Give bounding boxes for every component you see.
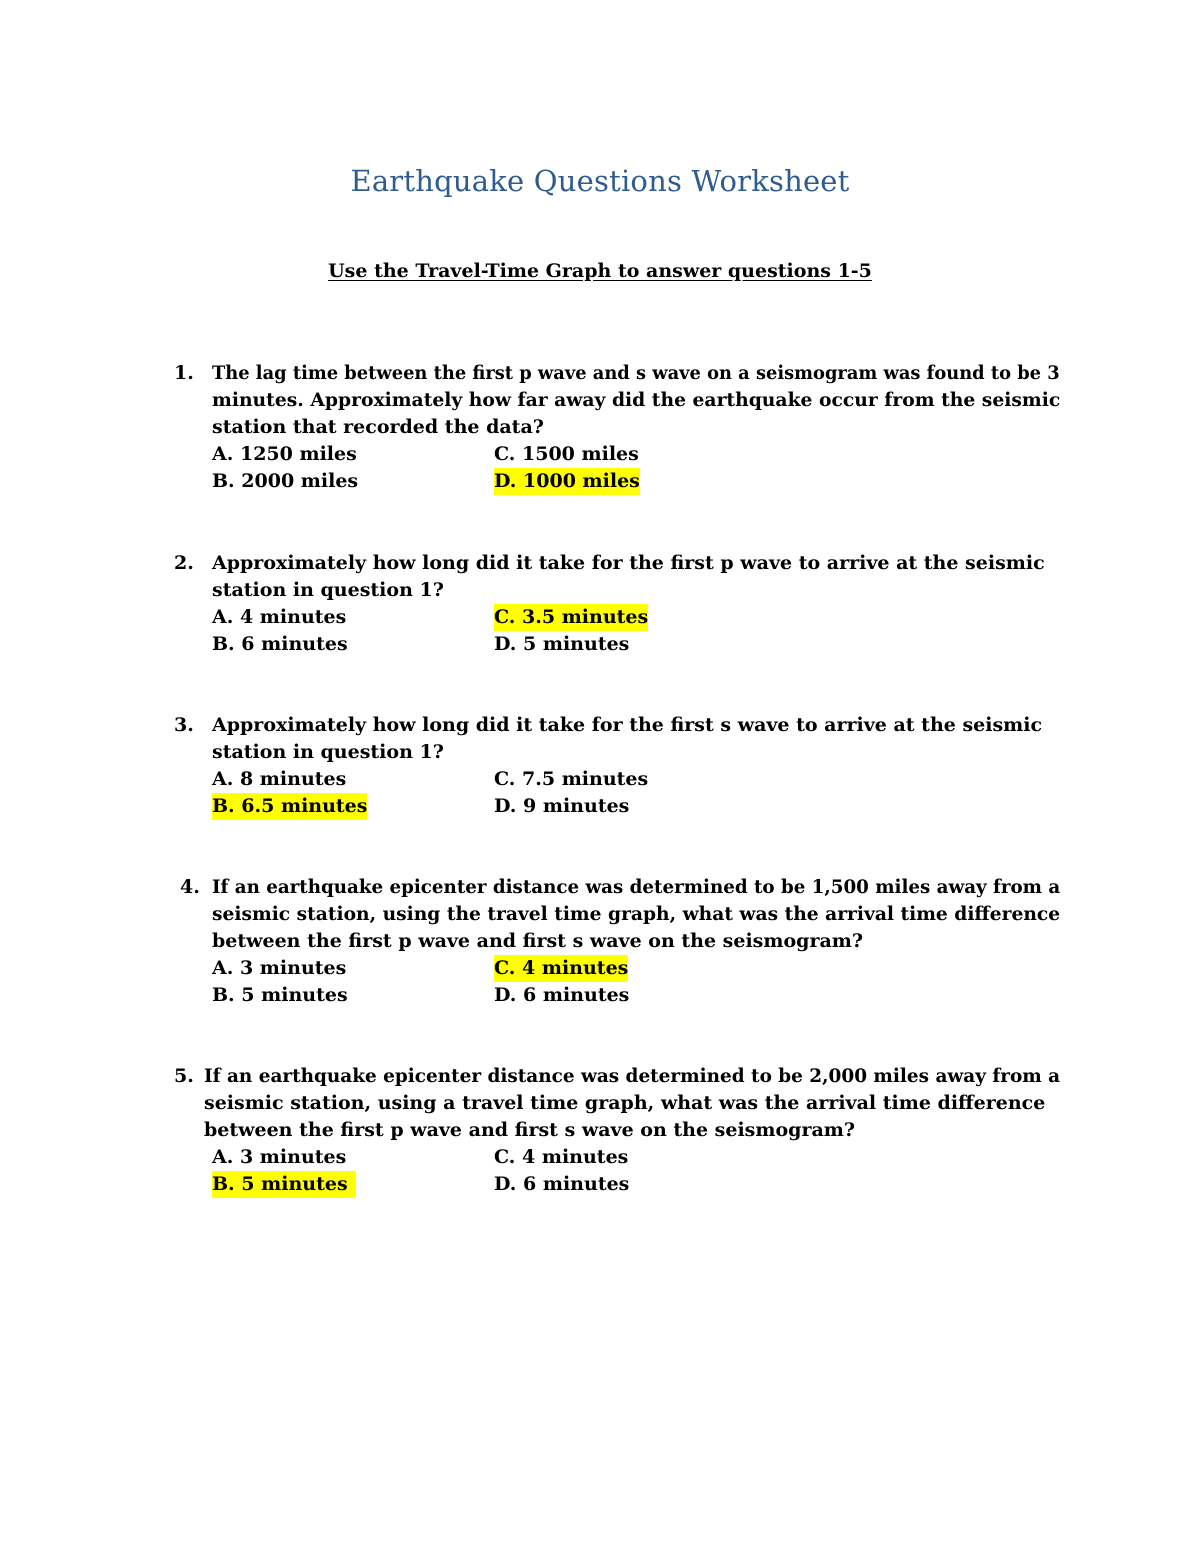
option-label: C. 3.5 minutes	[494, 604, 648, 631]
question-text-line: seismic station, using a travel time graph, what was the arrival time difference	[204, 1092, 1046, 1114]
question-text-line: between the first p wave and first s wave on the seismogram?	[204, 1119, 856, 1141]
option-label: B. 6.5 minutes	[212, 793, 367, 820]
answer-option	[494, 1171, 629, 1198]
question-number: 3.	[174, 714, 194, 736]
option-label: C. 1500 miles	[494, 443, 639, 465]
option-label: C. 7.5 minutes	[494, 768, 649, 790]
question-number: 2.	[174, 552, 194, 574]
option-label: A. 3 minutes	[212, 957, 347, 979]
answer-option	[494, 793, 629, 820]
question-text-line: seismic station, using the travel time graph, what was the arrival time difference	[212, 903, 1061, 925]
question-text-line: If an earthquake epicenter distance was determined to be 2,000 miles away from a	[204, 1065, 1061, 1087]
answer-option	[212, 631, 348, 658]
answer-option-correct	[494, 955, 628, 982]
option-label: A. 8 minutes	[212, 768, 347, 790]
option-label: A. 1250 miles	[212, 443, 357, 465]
answer-option	[212, 468, 358, 495]
answer-option-correct	[212, 1171, 356, 1198]
option-label: D. 1000 miles	[494, 468, 640, 495]
instruction-heading: Use the Travel-Time Graph to answer questions 1-5	[328, 260, 872, 282]
answer-option	[212, 441, 357, 468]
answer-option	[212, 766, 346, 793]
question-text-line: station in question 1?	[212, 741, 444, 763]
question-text-line: The lag time between the first p wave and s wave on a seismogram was found to be 3	[212, 362, 1060, 384]
question-text-line: between the first p wave and first s wave on the seismogram?	[212, 930, 864, 952]
answer-option	[494, 441, 639, 468]
question-text-line: If an earthquake epicenter distance was determined to be 1,500 miles away from a	[212, 876, 1061, 898]
option-label: A. 3 minutes	[212, 1146, 347, 1168]
option-label: B. 5 minutes	[212, 1171, 356, 1198]
option-label: D. 5 minutes	[494, 633, 630, 655]
option-label: B. 2000 miles	[212, 470, 359, 492]
question-number: 1.	[174, 362, 194, 384]
answer-option-correct	[494, 604, 648, 631]
option-label: D. 6 minutes	[494, 1173, 630, 1195]
option-label: C. 4 minutes	[494, 1146, 629, 1168]
answer-option-correct	[494, 468, 640, 495]
option-label: C. 4 minutes	[494, 955, 628, 982]
answer-option-correct	[212, 793, 367, 820]
answer-option	[494, 766, 648, 793]
answer-option	[212, 955, 346, 982]
answer-option	[494, 982, 629, 1009]
option-label: A. 4 minutes	[212, 606, 347, 628]
option-label: B. 6 minutes	[212, 633, 348, 655]
answer-option	[212, 982, 348, 1009]
answer-option	[212, 604, 346, 631]
answer-option	[494, 631, 629, 658]
answer-option	[494, 1144, 628, 1171]
question-number: 4.	[180, 876, 200, 898]
question-number: 5.	[174, 1065, 194, 1087]
option-label: D. 9 minutes	[494, 795, 630, 817]
question-text-line: station that recorded the data?	[212, 416, 544, 438]
worksheet-title: Earthquake Questions Worksheet	[350, 164, 850, 198]
question-text-line: station in question 1?	[212, 579, 444, 601]
question-text-line: minutes. Approximately how far away did the earthquake occur from the seismic	[212, 389, 1061, 411]
question-text-line: Approximately how long did it take for the first p wave to arrive at the seismic	[212, 552, 1045, 574]
question-text-line: Approximately how long did it take for the first s wave to arrive at the seismic	[212, 714, 1043, 736]
option-label: D. 6 minutes	[494, 984, 630, 1006]
option-label: B. 5 minutes	[212, 984, 348, 1006]
answer-option	[212, 1144, 346, 1171]
